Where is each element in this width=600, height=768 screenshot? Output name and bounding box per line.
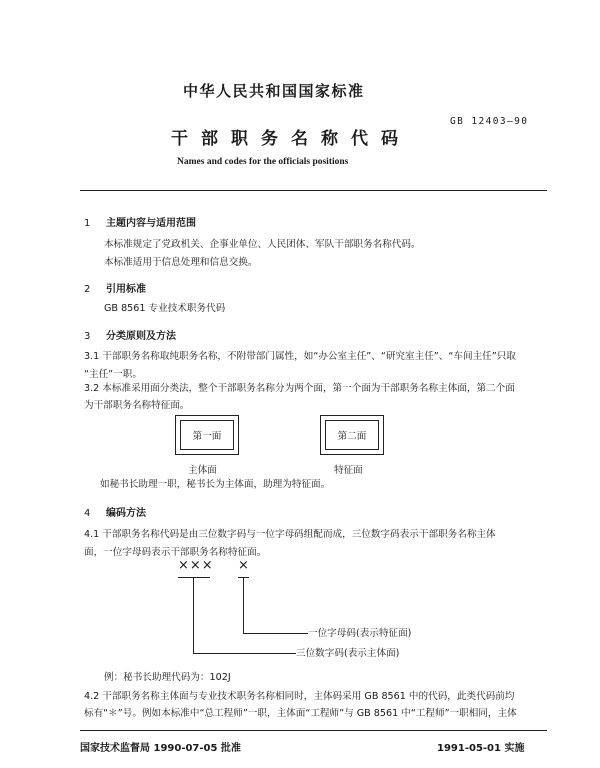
- digit-code-label: 三位数字码(表示主体面): [296, 648, 400, 659]
- referenced-standard: GB 8561 专业技术职务代码: [104, 303, 226, 314]
- facet-box-second: [320, 415, 384, 455]
- approval-date: 国家技术监督局 1990-07-05 批准: [80, 743, 241, 754]
- page-title-english: Names and codes for the officials positions: [177, 157, 349, 167]
- page-title: 干部职务名称代码: [171, 129, 411, 149]
- code-digits-marks: ×××: [178, 558, 214, 573]
- section-2-heading: [84, 280, 146, 295]
- digits-connector-vertical: [193, 578, 194, 654]
- standard-number: GB 12403—90: [450, 116, 529, 127]
- letter-connector-vertical: [243, 578, 244, 634]
- section-1-paragraph-2: 本标准适用于信息处理和信息交换。: [104, 257, 258, 268]
- section-title: 编码方法: [106, 508, 146, 519]
- clause-4-1-line-2: 面，一位字母码表示干部职务名称特征面。: [84, 547, 267, 558]
- section-number: 3: [84, 331, 91, 342]
- clause-3-1-line-1: 3.1 干部职务名称取纯职务名称，不附带部门属性，如“办公室主任”、“研究室主任”、“车间主任”只取: [84, 351, 516, 362]
- section-title: 引用标准: [106, 284, 146, 295]
- facet-example: 如秘书长助理一职，秘书长为主体面，助理为特征面。: [100, 479, 331, 490]
- section-title: 分类原则及方法: [106, 331, 176, 342]
- section-4-heading: [84, 504, 146, 519]
- clause-4-2-line-1: 4.2 干部职务名称主体面与专业技术职务名称相同时，主体码采用 GB 8561 中的代码，此类代码前均: [84, 691, 515, 702]
- section-number: 2: [84, 284, 91, 295]
- facet-caption-feature: 特征面: [334, 465, 363, 476]
- letter-connector-horizontal: [243, 633, 308, 634]
- section-number: 1: [84, 218, 91, 229]
- digits-connector-horizontal: [193, 653, 296, 654]
- header-divider: [80, 190, 547, 191]
- facet-box-second-label: 第二面: [325, 420, 379, 450]
- facet-caption-main: 主体面: [188, 465, 217, 476]
- clause-3-2-line-2: 为干部职务名称特征面。: [84, 400, 190, 411]
- section-3-heading: [84, 327, 176, 342]
- facet-box-first-label: 第一面: [180, 420, 234, 450]
- digits-underline: [178, 577, 210, 578]
- code-letter-mark: ×: [238, 558, 249, 573]
- section-title: 主题内容与适用范围: [106, 218, 196, 229]
- letter-code-label: 一位字母码(表示特征面): [308, 628, 412, 639]
- section-number: 4: [84, 508, 91, 519]
- clause-3-1-line-2: “主任”一职。: [84, 369, 142, 380]
- section-1-heading: [84, 214, 196, 229]
- clause-3-2-line-1: 3.2 本标准采用面分类法，整个干部职务名称分为两个面，第一个面为干部职务名称主体面，第二个面: [84, 383, 515, 394]
- clause-4-1-line-1: 4.1 干部职务名称代码是由三位数字码与一位字母码组配而成，三位数字码表示干部职务名称主体: [84, 529, 496, 540]
- section-1-paragraph-1: 本标准规定了党政机关、企事业单位、人民团体、军队干部职务名称代码。: [104, 239, 421, 250]
- clause-4-2-line-2: 标有“＊”号。例如本标准中“总工程师”一职，主体面“工程师”与 GB 8561 中“工程师”一职相同，主体: [84, 708, 517, 719]
- effective-date: 1991-05-01 实施: [437, 743, 525, 754]
- facet-box-first: [175, 415, 239, 455]
- code-example: 例：秘书长助理代码为：102J: [104, 672, 231, 683]
- footer-divider: [80, 730, 547, 731]
- national-standard-heading: 中华人民共和国国家标准: [183, 82, 365, 100]
